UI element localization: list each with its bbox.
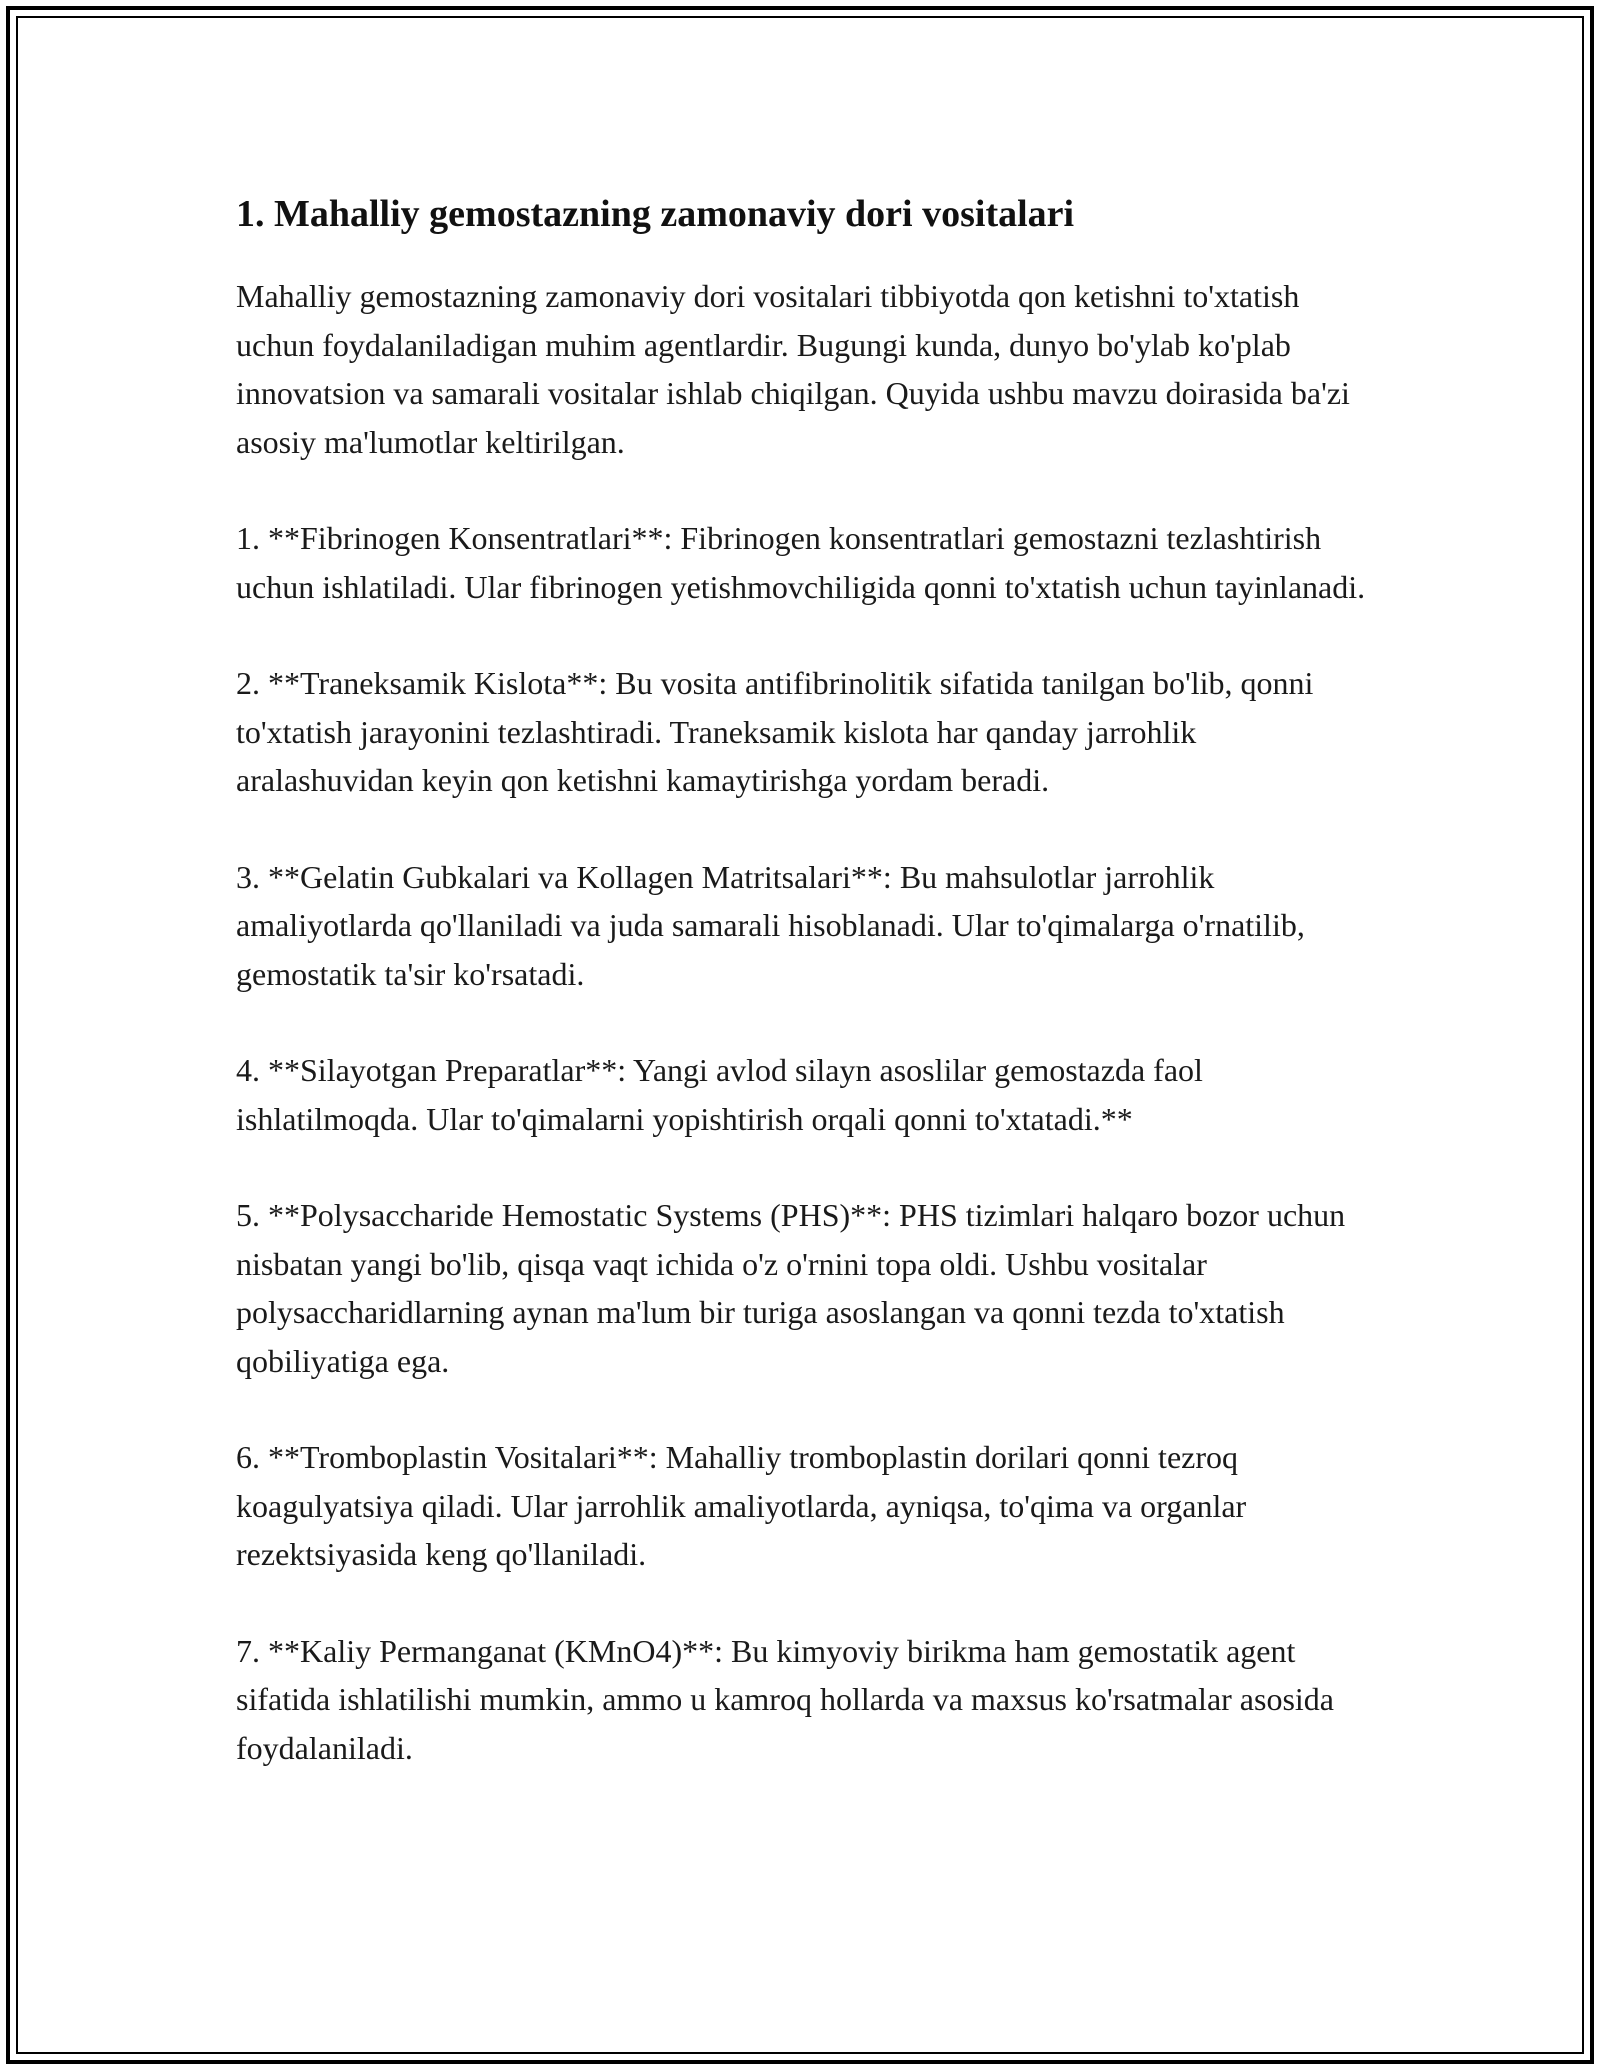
list-item: 1. **Fibrinogen Konsentratlari**: Fibrinogen konsentratlari gemostazni tezlashtirish uchun ishlatiladi. Ular fibrinogen yetishmovchiligida qonni to'xtatish uchun tayinlanadi.: [236, 520, 1366, 605]
list-item: 2. **Traneksamik Kislota**: Bu vosita antifibrinolitik sifatida tanilgan bo'lib, qonni to'xtatish jarayonini tezlashtiradi. Traneksamik kislota har qanday jarrohlik aralashuvidan keyin qon ketishni kamaytirishga yordam beradi.: [236, 665, 1314, 798]
document-body: [236, 188, 1376, 1820]
list-item: 6. **Tromboplastin Vositalari**: Mahalliy tromboplastin dorilari qonni tezroq koagulyatsiya qiladi. Ular jarrohlik amaliyotlarda, ayniqsa, to'qima va organlar rezektsiyasida keng qo'llaniladi.: [236, 1439, 1247, 1572]
list-item: 4. **Silayotgan Preparatlar**: Yangi avlod silayn asoslilar gemostazda faol ishlatilmoqda. Ular to'qimalarni yopishtirish orqali qonni to'xtatadi.**: [236, 1052, 1203, 1137]
list-item: 3. **Gelatin Gubkalari va Kollagen Matritsalari**: Bu mahsulotlar jarrohlik amaliyotlarda qo'llaniladi va juda samarali hisoblanadi. Ular to'qimalarga o'rnatilib, gemostatik ta'sir ko'rsatadi.: [236, 858, 1305, 992]
intro-paragraph: Mahalliy gemostazning zamonaviy dori vositalari tibbiyotda qon ketishni to'xtatish uchun foydalaniladigan muhim agentlardir. Bugungi kunda, dunyo bo'ylab ko'plab innovatsion va samarali vositalar ishlab chiqilgan. Quyida ushbu mavzu doirasida ba'zi asosiy ma'lumotlar keltirilgan.: [236, 278, 1350, 460]
list-item: 7. **Kaliy Permanganat (KMnO4)**: Bu kimyoviy birikma ham gemostatik agent sifatida ishlatilishi mumkin, ammo u kamroq hollarda va maxsus ko'rsatmalar asosida foydalaniladi.: [236, 1632, 1334, 1766]
document-title: 1. Mahalliy gemostazning zamonaviy dori vositalari: [236, 193, 1075, 235]
list-item: 5. **Polysaccharide Hemostatic Systems (PHS)**: PHS tizimlari halqaro bozor uchun nisbatan yangi bo'lib, qisqa vaqt ichida o'z o'rnini topa oldi. Ushbu vositalar polysaccharidlarning aynan ma'lum bir turiga asoslangan va qonni tezda to'xtatish qobiliyatiga ega.: [236, 1197, 1346, 1379]
